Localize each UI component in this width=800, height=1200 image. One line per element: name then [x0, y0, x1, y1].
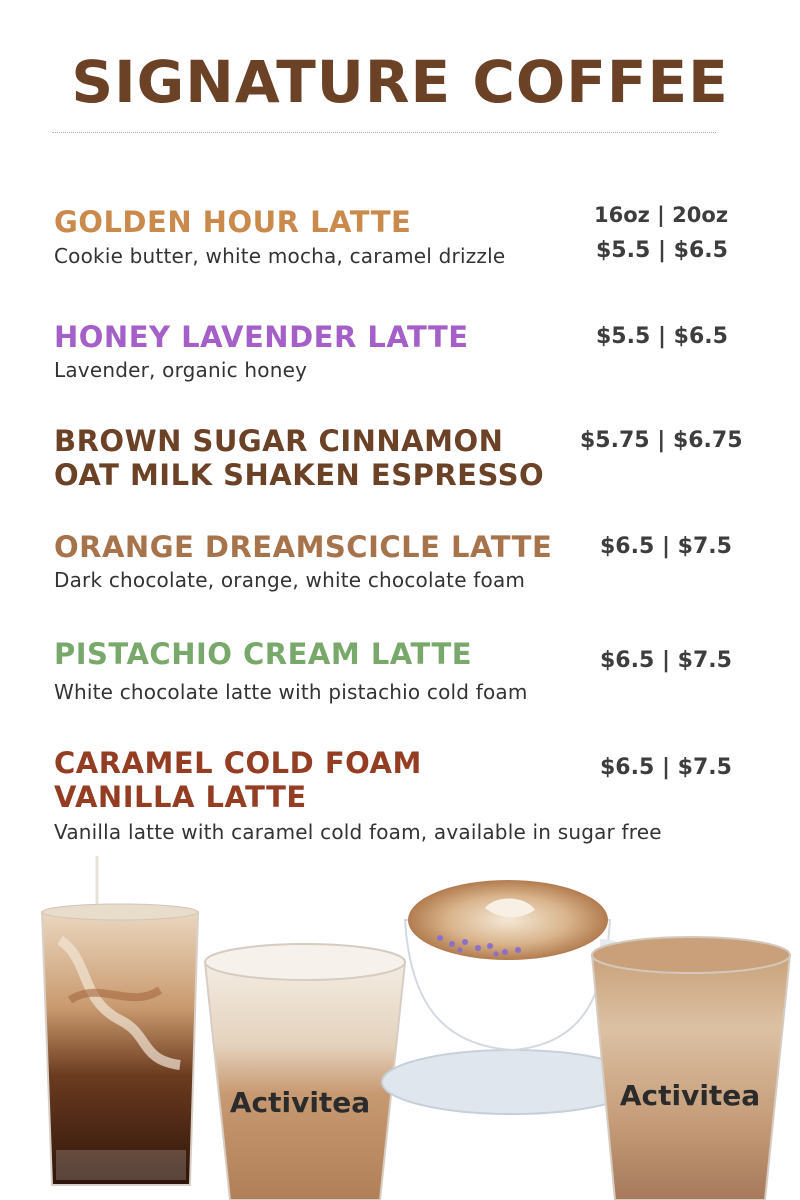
item-desc-golden-hour: Cookie butter, white mocha, caramel drizzle: [54, 244, 506, 268]
item-name-honey-lavender: HONEY LAVENDER LATTE: [54, 320, 469, 354]
iced-caramel-latte-cup: [592, 937, 790, 1200]
size-header: 16oz | 20oz: [594, 203, 729, 227]
item-price-golden-hour: $5.5 | $6.5: [596, 238, 728, 263]
title-divider: [52, 132, 716, 133]
item-name-brown-sugar: BROWN SUGAR CINNAMON OAT MILK SHAKEN ESPRESSO: [54, 424, 545, 492]
item-desc-orange-dreamscicle: Dark chocolate, orange, white chocolate foam: [54, 568, 526, 592]
cup-brand-logo-2: Activitea: [619, 1079, 761, 1112]
item-price-brown-sugar: $5.75 | $6.75: [580, 428, 743, 453]
cup-brand-logo: Activitea: [229, 1086, 371, 1119]
item-desc-honey-lavender: Lavender, organic honey: [54, 358, 308, 382]
item-name-caramel-cold-foam: CARAMEL COLD FOAM VANILLA LATTE: [54, 746, 422, 814]
menu-title: SIGNATURE COFFEE: [71, 48, 729, 116]
item-price-orange-dreamscicle: $6.5 | $7.5: [600, 534, 732, 559]
item-name-golden-hour: GOLDEN HOUR LATTE: [54, 205, 412, 239]
item-name-pistachio: PISTACHIO CREAM LATTE: [54, 637, 473, 671]
item-name-orange-dreamscicle: ORANGE DREAMSCICLE LATTE: [54, 530, 553, 564]
item-price-pistachio: $6.5 | $7.5: [600, 648, 732, 673]
item-price-honey-lavender: $5.5 | $6.5: [596, 324, 728, 349]
cold-foam-cup: [205, 944, 405, 1200]
item-desc-caramel-cold-foam: Vanilla latte with caramel cold foam, available in sugar free: [54, 820, 662, 844]
drink-photos: [0, 850, 800, 1200]
item-price-caramel-cold-foam: $6.5 | $7.5: [600, 755, 732, 780]
item-desc-pistachio: White chocolate latte with pistachio cold foam: [54, 680, 528, 704]
iced-layered-latte-glass: [42, 856, 198, 1185]
